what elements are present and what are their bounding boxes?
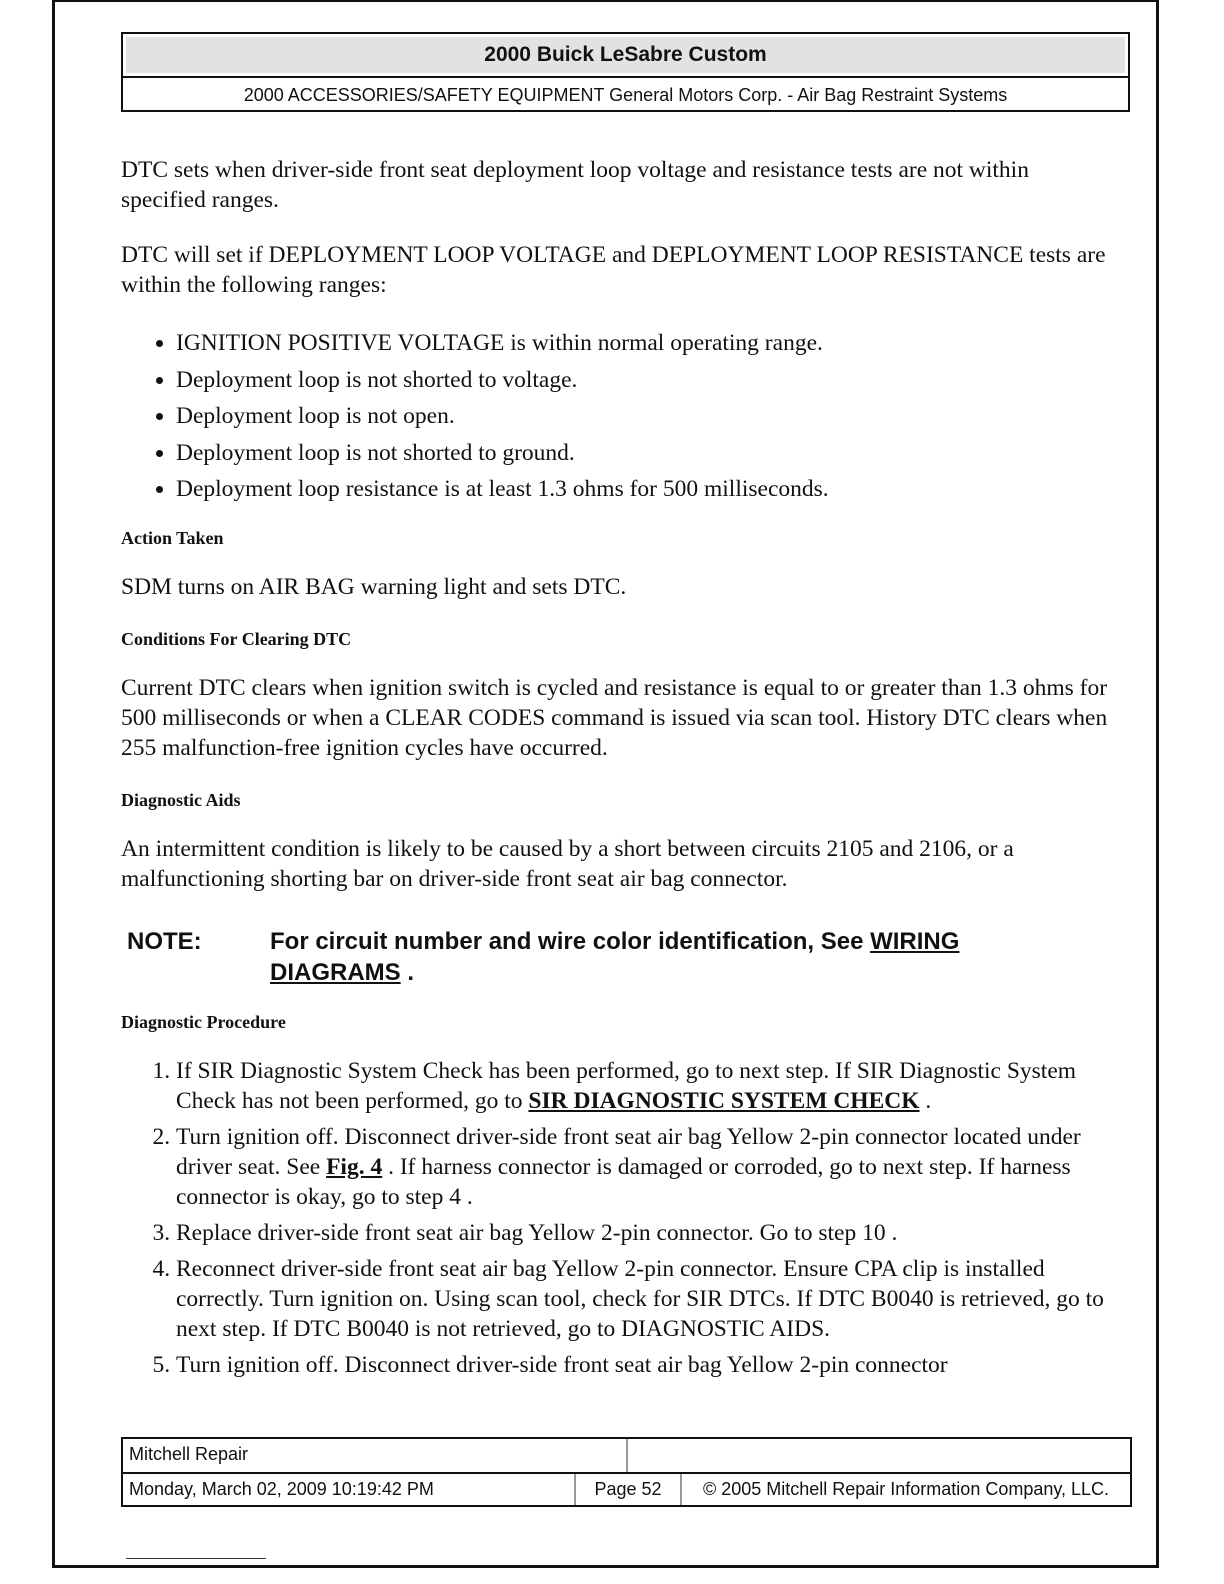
step-text: . [925, 1087, 932, 1114]
header-subtitle: 2000 ACCESSORIES/SAFETY EQUIPMENT General Motors Corp. - Air Bag Restraint Systems [243, 85, 1008, 105]
condition-item: • Deployment loop resistance is at least 1.3 ohms for 500 milliseconds. [176, 471, 1111, 508]
wiring-diagrams-link[interactable]: WIRING DIAGRAMS [270, 927, 960, 986]
note-box [127, 926, 1111, 988]
page-border-bottom [52, 1565, 1159, 1568]
header-title: 2000 Buick LeSabre Custom [126, 37, 1125, 73]
condition-item: • Deployment loop is not shorted to voltage. [176, 362, 1111, 399]
fig-4-link[interactable]: Fig. 4 [326, 1153, 383, 1180]
procedure-step: 5. Turn ignition off. Disconnect driver-side front seat air bag Yellow 2-pin connector [176, 1350, 1111, 1380]
condition-item: • Deployment loop is not shorted to ground. [176, 435, 1111, 472]
procedure-step: 4. Reconnect driver-side front seat air bag Yellow 2-pin connector. Ensure CPA clip is installed correctly. Turn ignition on. Using scan tool, check for SIR DTCs. If DTC B0040 is retrieved, go to next step. If DTC B0040 is not retrieved, go to DIAGNOSTIC AIDS. [176, 1254, 1111, 1344]
step-text: . If harness connector is damaged or corroded, go to next step. If harness connector is okay, go to step 4 . [176, 1153, 1071, 1210]
footer-date: Monday, March 02, 2009 10:19:42 PM [123, 1474, 576, 1505]
procedure-heading: Diagnostic Procedure [121, 1011, 286, 1032]
step-text: Turn ignition off. Disconnect driver-side front seat air bag Yellow 2-pin connector located under driver seat. See [176, 1123, 1081, 1180]
intro-paragraph-2: DTC will set if DEPLOYMENT LOOP VOLTAGE and DEPLOYMENT LOOP RESISTANCE tests are within the following ranges: [121, 242, 1106, 298]
footer-copyright: © 2005 Mitchell Repair Information Company, LLC. [702, 1479, 1110, 1499]
diagnostic-aids-heading: Diagnostic Aids [121, 789, 241, 810]
document-header [121, 32, 1130, 112]
bottom-rule [126, 1558, 266, 1559]
condition-item: • IGNITION POSITIVE VOLTAGE is within normal operating range. [176, 325, 1111, 362]
clearing-text: Current DTC clears when ignition switch is cycled and resistance is equal to or greater than 1.3 ohms for 500 milliseconds or when a CLEAR CODES command is issued via scan tool. History DTC clears when 255 malfunction-free ignition cycles have occurred. [121, 674, 1108, 761]
action-taken-text: SDM turns on AIR BAG warning light and sets DTC. [121, 573, 627, 600]
procedure-step [176, 1122, 1111, 1212]
condition-list [121, 325, 1111, 508]
intro-paragraph-1: DTC sets when driver-side front seat deployment loop voltage and resistance tests are not within specified ranges. [121, 157, 1029, 213]
procedure-step: 3. Replace driver-side front seat air bag Yellow 2-pin connector. Go to step 10 . [176, 1218, 1111, 1248]
page-border-top [52, 0, 1159, 2]
note-label: NOTE: [127, 927, 202, 955]
note-end: . [407, 958, 415, 986]
condition-item: • Deployment loop is not open. [176, 398, 1111, 435]
action-taken-heading: Action Taken [121, 527, 224, 548]
step-text: If SIR Diagnostic System Check has been performed, go to next step. If SIR Diagnostic System Check has not been performed, go to [176, 1057, 1077, 1114]
document-footer [121, 1437, 1132, 1507]
header-divider [123, 76, 1128, 78]
procedure-step [176, 1056, 1111, 1116]
sir-check-link[interactable]: SIR DIAGNOSTIC SYSTEM CHECK [528, 1087, 920, 1114]
clearing-heading: Conditions For Clearing DTC [121, 628, 352, 649]
note-body: For circuit number and wire color identification, See [270, 927, 864, 955]
footer-page-number: Page 52 [576, 1474, 682, 1505]
page-border-right [1156, 0, 1159, 1568]
procedure-steps [121, 1056, 1111, 1380]
page-content [121, 155, 1111, 1386]
page-border-left [52, 0, 55, 1568]
footer-publisher: Mitchell Repair [123, 1439, 628, 1472]
note-text [270, 926, 1060, 988]
footer-empty-cell [628, 1439, 1130, 1472]
diagnostic-aids-text: An intermittent condition is likely to be caused by a short between circuits 2105 and 2106, or a malfunctioning shorting bar on driver-side front seat air bag connector. [121, 835, 1014, 892]
